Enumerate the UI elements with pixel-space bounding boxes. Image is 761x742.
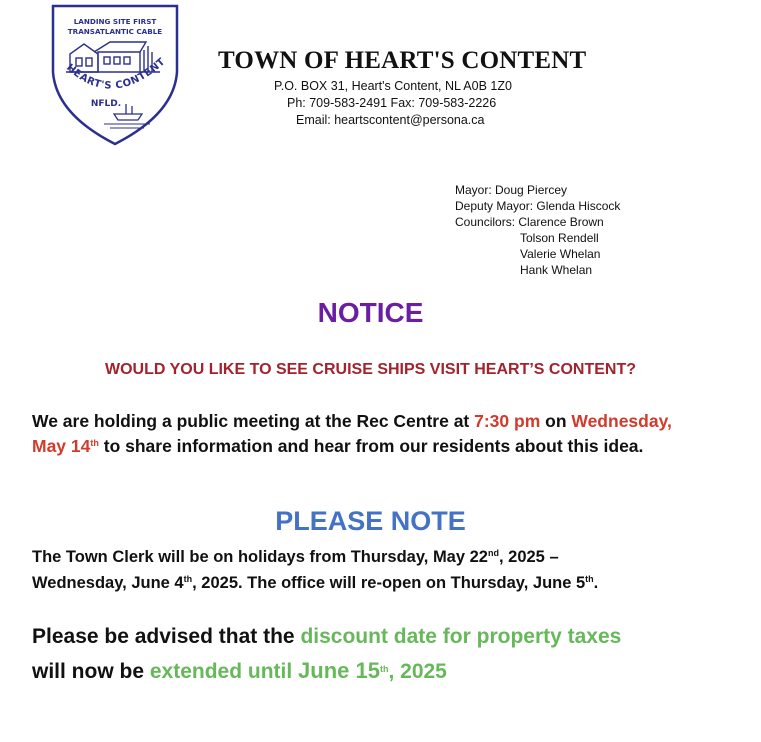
email-address: Email: heartscontent@persona.ca <box>296 113 485 127</box>
town-name-heading: TOWN OF HEART'S CONTENT <box>218 47 587 74</box>
please-note-title: PLEASE NOTE <box>275 506 466 536</box>
holiday-text: The Town Clerk will be on holidays from Thursday, May 22 <box>32 548 488 566</box>
mayor-line: Mayor: Doug Piercey <box>455 183 568 197</box>
councillor-name: Valerie Whelan <box>520 247 601 261</box>
meeting-text: on <box>540 411 572 431</box>
deputy-mayor-line: Deputy Mayor: Glenda Hiscock <box>455 199 621 213</box>
crest-top-text-1: LANDING SITE FIRST <box>73 17 157 26</box>
tax-new-date: June 15 <box>298 658 380 683</box>
date-suffix: th <box>585 574 594 584</box>
crest-top-text-2: TRANSATLANTIC CABLE <box>67 27 163 36</box>
crest-bottom-text: NFLD. <box>90 99 122 109</box>
holiday-text: . <box>593 574 599 592</box>
holiday-text: , 2025 – <box>498 548 559 566</box>
phone-fax: Ph: 709-583-2491 Fax: 709-583-2226 <box>287 96 497 110</box>
tax-year: , 2025 <box>388 660 447 683</box>
date-suffix: th <box>183 574 193 584</box>
meeting-text: to share information and hear from our residents about this idea. <box>98 436 644 456</box>
councillor-name: Tolson Rendell <box>520 231 599 245</box>
councillor-name: Hank Whelan <box>520 263 593 277</box>
holiday-text: , 2025. The office will re-open on Thursday, June 5 <box>192 574 586 592</box>
tax-discount-date: discount date for property taxes <box>300 625 622 648</box>
tax-text: will now be <box>32 660 150 683</box>
cruise-ship-question: WOULD YOU LIKE TO SEE CRUISE SHIPS VISIT HEART’S CONTENT? <box>104 361 636 378</box>
holiday-text: Wednesday, June 4 <box>32 574 184 592</box>
meeting-date: May 14 <box>32 436 91 456</box>
clerk-holiday-paragraph <box>32 544 742 596</box>
meeting-text: We are holding a public meeting at the Rec Centre at <box>32 411 475 431</box>
mailing-address: P.O. BOX 31, Heart's Content, NL A0B 1Z0 <box>274 79 512 93</box>
property-tax-paragraph <box>32 620 752 689</box>
date-suffix: nd <box>487 548 499 558</box>
notice-title: NOTICE <box>317 297 424 328</box>
meeting-date-suffix: th <box>90 438 99 448</box>
tax-extended-until: extended until <box>149 660 299 683</box>
tax-text: Please be advised that the <box>32 625 301 648</box>
councillors-line: Councilors: Clarence Brown <box>455 215 604 229</box>
tax-date-suffix: th <box>379 664 389 674</box>
crest-arc-text: HEART'S CONTENT <box>64 56 168 92</box>
town-crest-logo <box>48 2 182 148</box>
meeting-time: 7:30 pm <box>474 411 541 431</box>
public-meeting-paragraph <box>32 409 742 459</box>
meeting-day: Wednesday, <box>571 411 672 431</box>
